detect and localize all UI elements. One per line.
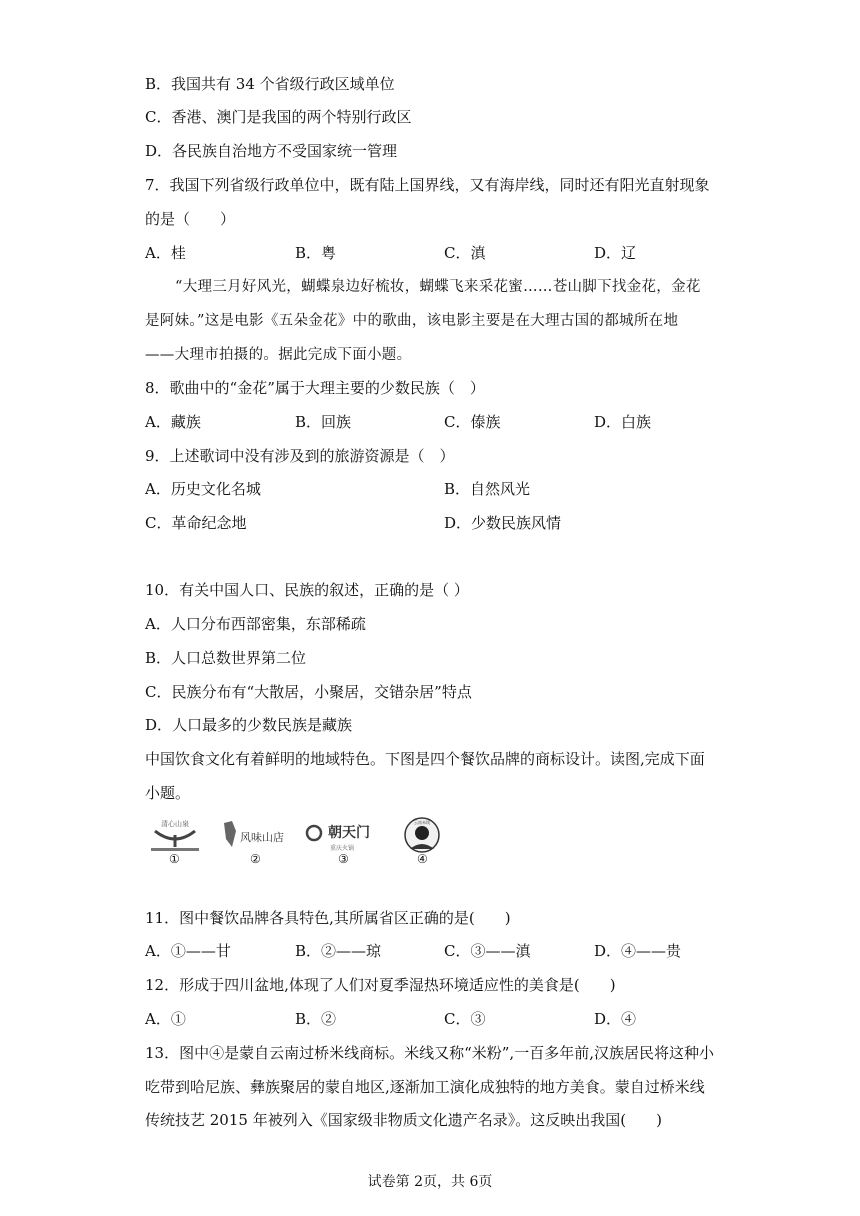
q13-stem-line3: 传统技艺 2015 年被列入《国家级非物质文化遗产名录》。这反映出我国( ) <box>145 1111 662 1129</box>
logo-2-text: 风味山店 <box>240 831 284 844</box>
logo-3-subtext: 重庆火锅 <box>329 845 355 852</box>
q10-stem: 10．有关中国人口、民族的叙述，正确的是（ ） <box>145 581 469 599</box>
passage2-line1: 中国饮食文化有着鲜明的地域特色。下图是四个餐饮品牌的商标设计。读图,完成下面 <box>145 750 705 768</box>
q9-option-c: C．革命纪念地 <box>145 514 247 532</box>
q7-option-b: B．粤 <box>295 244 337 262</box>
logo-3 <box>305 817 380 866</box>
page-footer: 试卷第 2页，共 6页 <box>367 1174 493 1190</box>
q6-option-c: C．香港、澳门是我国的两个特别行政区 <box>145 108 412 126</box>
q8-option-c: C．傣族 <box>444 413 501 431</box>
q10-option-d: D．人口最多的少数民族是藏族 <box>145 716 353 734</box>
q11-option-a: A．①——甘 <box>145 942 231 960</box>
q12-option-d: D．④ <box>594 1010 637 1028</box>
q9-option-d: D．少数民族风情 <box>444 514 562 532</box>
passage1-line3: ——大理市拍摄的。据此完成下面小题。 <box>145 347 412 363</box>
q6-option-d: D．各民族自治地方不受国家统一管理 <box>145 142 398 160</box>
q8-option-b: B．回族 <box>295 413 352 431</box>
q10-option-a: A．人口分布西部密集，东部稀疏 <box>145 615 366 633</box>
logo-1 <box>145 817 205 866</box>
q10-option-b: B．人口总数世界第二位 <box>145 649 307 667</box>
passage1-line1: “大理三月好风光，蝴蝶泉边好梳妆，蝴蝶飞来采花蜜……苍山脚下找金花，金花 <box>175 279 701 295</box>
logo-label-2: ② <box>250 852 261 866</box>
q13-stem-line2: 吃带到哈尼族、彝族聚居的蒙自地区,逐渐加工演化成独特的地方美食。蒙自过桥米线 <box>145 1078 705 1096</box>
q9-option-a: A．历史文化名城 <box>145 480 261 498</box>
q12-option-c: C．③ <box>444 1010 486 1028</box>
q8-stem: 8．歌曲中的“金花”属于大理主要的少数民族（ ） <box>145 379 485 397</box>
q13-stem-line1: 13．图中④是蒙自云南过桥米线商标。米线又称“米粉”,一百多年前,汉族居民将这种小 <box>145 1044 714 1062</box>
passage2-line2: 小题。 <box>145 784 191 802</box>
q12-option-b: B．② <box>295 1010 337 1028</box>
q8-option-d: D．白族 <box>594 413 652 431</box>
q8-option-a: A．藏族 <box>145 413 201 431</box>
q11-option-d: D．④——贵 <box>594 942 682 960</box>
q11-option-c: C．③——滇 <box>444 942 531 960</box>
passage1-line2: 是阿妹。”这是电影《五朵金花》中的歌曲，该电影主要是在大理古国的都城所在地 <box>145 313 679 329</box>
q10-option-c: C．民族分布有“大散居，小聚居，交错杂居”特点 <box>145 683 472 701</box>
restaurant-logos-figure <box>145 817 445 869</box>
q11-option-b: B．②——琼 <box>295 942 382 960</box>
q7-stem-line2: 的是（ ） <box>145 210 236 228</box>
q7-option-d: D．辽 <box>594 244 637 262</box>
logo-4-text: 云南米线 <box>414 820 430 825</box>
logo-label-3: ③ <box>338 852 349 866</box>
q12-option-a: A．① <box>145 1010 186 1028</box>
q7-option-a: A．桂 <box>145 244 186 262</box>
logo-2 <box>220 817 290 866</box>
q12-stem: 12．形成于四川盆地,体现了人们对夏季湿热环境适应性的美食是( ) <box>145 976 616 994</box>
q9-option-b: B．自然风光 <box>444 480 531 498</box>
q7-stem-line1: 7．我国下列省级行政单位中，既有陆上国界线，又有海岸线，同时还有阳光直射现象 <box>145 176 710 194</box>
logo-label-1: ① <box>169 852 180 866</box>
logo-1-text: 清心山泉 <box>161 820 189 828</box>
logo-label-4: ④ <box>417 852 428 866</box>
q11-stem: 11．图中餐饮品牌各具特色,其所属省区正确的是( ) <box>145 909 511 927</box>
logo-4 <box>397 817 447 866</box>
logo-3-text: 朝天门 <box>328 825 370 841</box>
q6-option-b: B．我国共有 34 个省级行政区域单位 <box>145 75 395 93</box>
q9-stem: 9．上述歌词中没有涉及到的旅游资源是（ ） <box>145 447 455 465</box>
q7-option-c: C．滇 <box>444 244 486 262</box>
